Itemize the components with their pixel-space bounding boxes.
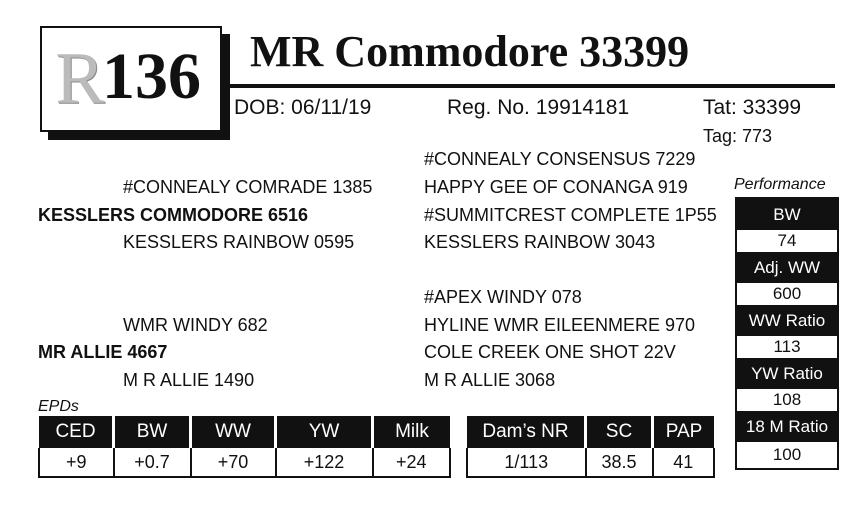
performance-label: Performance [734, 176, 826, 193]
dob: DOB: 06/11/19 [234, 96, 372, 119]
ranch-logo: R [55, 38, 105, 120]
lot-number-box [40, 26, 222, 132]
perf-18m-ratio-label: 18 M Ratio [737, 411, 837, 442]
epd-header-bw: BW [114, 416, 191, 448]
sc-value: 38.5 [586, 448, 653, 477]
title-rule [225, 84, 835, 88]
epd-value-yw: +122 [276, 448, 373, 477]
epd-header-yw: YW [276, 416, 373, 448]
perf-bw-label: BW [737, 199, 837, 230]
pedigree-dam-dam-dam: M R ALLIE 3068 [424, 370, 556, 390]
dam-nr-value: 1/113 [467, 448, 586, 477]
pedigree-sire-dam: KESSLERS RAINBOW 0595 [123, 232, 355, 252]
pedigree-dam-sire: WMR WINDY 682 [123, 315, 268, 335]
performance-panel [735, 197, 839, 470]
pedigree-dam-sire-sire: #APEX WINDY 078 [424, 287, 582, 307]
lot-number: 136 [102, 40, 201, 113]
pedigree-dam-dam: M R ALLIE 1490 [123, 370, 255, 390]
epd-table [38, 416, 451, 478]
perf-adj-ww-value: 600 [737, 283, 837, 305]
pedigree-sire-sire: #CONNEALY COMRADE 1385 [123, 177, 373, 197]
dam-stats-table [466, 416, 715, 478]
pedigree-dam-dam-sire: COLE CREEK ONE SHOT 22V [424, 342, 676, 362]
pedigree-sire: KESSLERS COMMODORE 6516 [38, 205, 309, 225]
dam-nr-header: Dam’s NR [467, 416, 586, 448]
pap-value: 41 [653, 448, 715, 477]
epd-value-ww: +70 [191, 448, 276, 477]
perf-ww-ratio-label: WW Ratio [737, 305, 837, 336]
epd-header-milk: Milk [373, 416, 451, 448]
pedigree-sire-dam-dam: KESSLERS RAINBOW 3043 [424, 232, 656, 252]
tattoo: Tat: 33399 [703, 96, 802, 119]
perf-ww-ratio-value: 113 [737, 336, 837, 358]
epd-value-milk: +24 [373, 448, 451, 477]
perf-adj-ww-label: Adj. WW [737, 252, 837, 283]
pedigree-sire-sire-dam: HAPPY GEE OF CONANGA 919 [424, 177, 688, 197]
epd-header-row [39, 416, 450, 448]
dam-stats-value-row [467, 448, 714, 477]
perf-bw-value: 74 [737, 230, 837, 252]
epd-header-ced: CED [39, 416, 114, 448]
perf-yw-ratio-value: 108 [737, 389, 837, 411]
perf-18m-ratio-value: 100 [737, 442, 837, 468]
registration-number: Reg. No. 19914181 [447, 96, 630, 119]
pap-header: PAP [653, 416, 715, 448]
perf-yw-ratio-label: YW Ratio [737, 358, 837, 389]
pedigree-sire-sire-sire: #CONNEALY CONSENSUS 7229 [424, 149, 696, 169]
epds-label: EPDs [38, 398, 79, 415]
dam-stats-header-row [467, 416, 714, 448]
epd-header-ww: WW [191, 416, 276, 448]
animal-name: MR Commodore 33399 [250, 27, 690, 76]
pedigree-dam-sire-dam: HYLINE WMR EILEENMERE 970 [424, 315, 696, 335]
pedigree-sire-dam-sire: #SUMMITCREST COMPLETE 1P55 [424, 205, 717, 225]
sc-header: SC [586, 416, 653, 448]
epd-value-bw: +0.7 [114, 448, 191, 477]
pedigree-dam: MR ALLIE 4667 [38, 342, 168, 362]
tag-number: Tag: 773 [703, 126, 773, 146]
epd-value-row [39, 448, 450, 477]
epd-value-ced: +9 [39, 448, 114, 477]
